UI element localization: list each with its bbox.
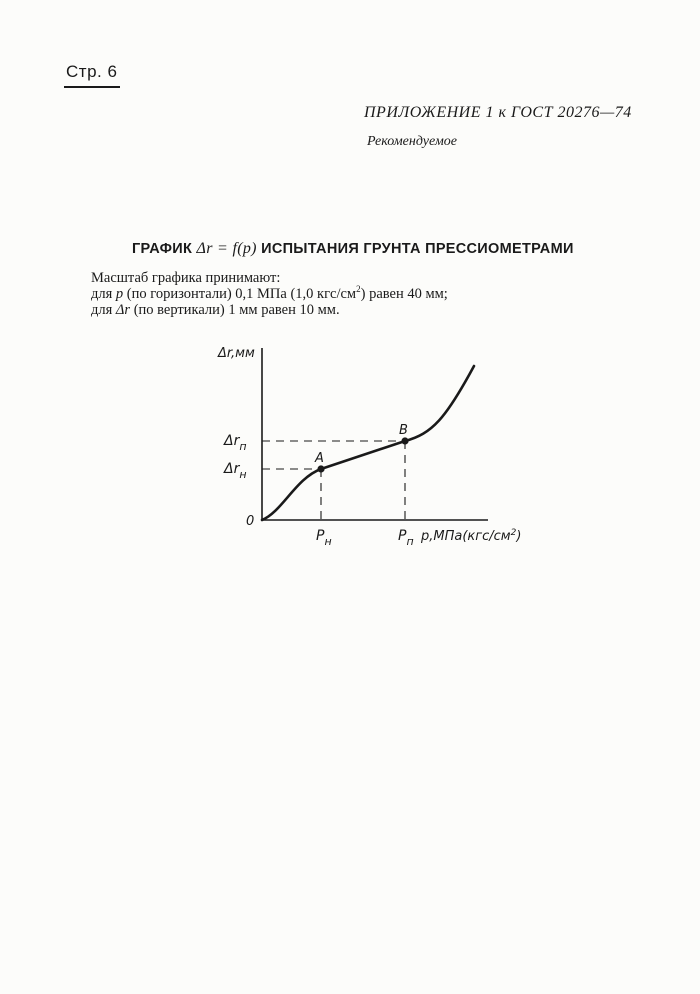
y-tick-rp: $\Delta r_п$	[224, 433, 247, 453]
point-a	[317, 465, 324, 472]
page-number: Стр. 6	[66, 62, 118, 81]
graph-title-prefix: ГРАФИК	[132, 241, 193, 257]
point-b-label: B	[399, 423, 408, 438]
y-tick-rn: $\Delta r_н$	[224, 461, 247, 481]
scale-v-text: (по вертикали) 1 мм равен 10 мм.	[133, 302, 340, 318]
point-a-label: A	[315, 451, 324, 466]
scale-h-end: ) равен 40 мм;	[360, 286, 448, 302]
scale-h-superscript: 2	[356, 284, 361, 295]
scale-h-variable: p	[115, 286, 124, 302]
appendix-heading: ПРИЛОЖЕНИЕ 1 к ГОСТ 20276—74	[364, 104, 632, 121]
x-tick-pp: $P_п$	[398, 528, 414, 548]
scale-intro: Масштаб графика принимают:	[91, 270, 281, 286]
recommended-label: Рекомендуемое	[367, 134, 457, 149]
scale-h-text: (по горизонтали) 0,1 МПа (1,0 кгс/см	[126, 286, 357, 302]
origin-label: 0	[246, 514, 255, 529]
scale-v-prefix: для	[91, 302, 113, 318]
scale-v-variable: Δr	[115, 302, 131, 318]
graph-title-formula: Δr = f(p)	[196, 240, 257, 257]
test-curve	[262, 366, 474, 520]
x-axis-label: $p,МПа(кгс/см^2)$	[421, 528, 522, 544]
point-b	[401, 437, 408, 444]
y-axis-label: Δr,мм	[218, 346, 255, 361]
scale-h-prefix: для	[91, 286, 113, 302]
x-tick-pn: $P_н$	[316, 528, 332, 548]
graph-title-suffix: ИСПЫТАНИЯ ГРУНТА ПРЕССИОМЕТРАМИ	[261, 241, 574, 257]
